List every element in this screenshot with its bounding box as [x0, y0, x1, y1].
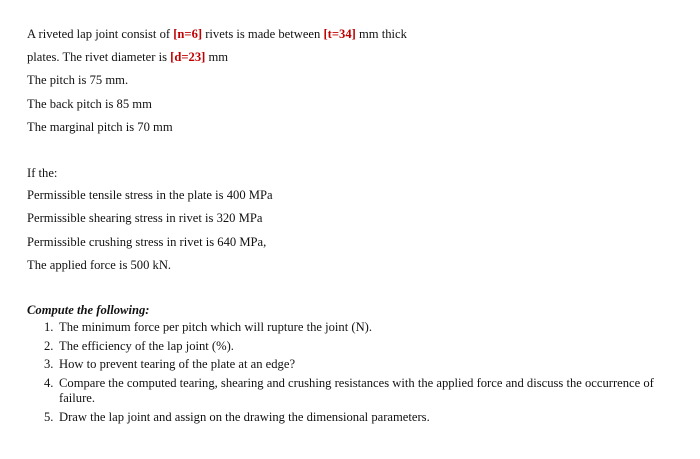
conditions-lead: If the: [27, 166, 58, 180]
list-item-text: How to prevent tearing of the plate at an edge? [59, 357, 296, 371]
list-item-text: Draw the lap joint and assign on the drawing the dimensional parameters. [59, 409, 430, 424]
shearing-stress-text: Permissible shearing stress in rivet is 320 MPa [27, 211, 263, 225]
list-item-text: The minimum force per pitch which will rupture the joint (N). [59, 320, 373, 334]
rivet-diameter-value: [d=23] [170, 50, 206, 64]
intro-text: rivets is made between [202, 27, 324, 41]
intro-text: mm thick [355, 27, 407, 41]
intro-text: A riveted lap joint consist of [27, 27, 174, 41]
marginal-pitch-text: The marginal pitch is 70 mm [27, 120, 173, 134]
applied-force-text: The applied force is 500 kN. [27, 258, 172, 272]
list-item-number: 3. [44, 357, 54, 371]
tensile-stress-text: Permissible tensile stress in the plate is 400 MPa [27, 188, 273, 202]
list-item [27, 320, 677, 336]
list-item [27, 376, 677, 407]
list-item-number: 5. [44, 409, 54, 424]
tasks-list [27, 320, 677, 428]
list-item [27, 357, 677, 373]
list-item-number: 1. [44, 320, 54, 334]
intro-text: mm [205, 50, 229, 64]
list-item-number: 4. [44, 375, 54, 390]
crushing-stress-text: Permissible crushing stress in rivet is 640 MPa, [27, 235, 267, 249]
intro-line-1 [27, 26, 407, 42]
list-item-text: The efficiency of the lap joint (%). [59, 338, 234, 353]
rivet-count-value: [n=6] [173, 27, 203, 41]
pitch-text: The pitch is 75 mm. [27, 73, 129, 87]
intro-text: plates. The rivet diameter is [27, 50, 171, 64]
list-item-text: Compare the computed tearing, shearing and crushing resistances with the applied force and discuss the occurrence of failure. [59, 375, 654, 405]
list-item [27, 410, 677, 426]
tasks-heading: Compute the following: [27, 303, 150, 317]
list-item [27, 339, 677, 355]
back-pitch-text: The back pitch is 85 mm [27, 97, 152, 111]
plate-thickness-value: [t=34] [323, 27, 356, 41]
list-item-number: 2. [44, 338, 54, 353]
intro-line-2 [27, 49, 228, 65]
